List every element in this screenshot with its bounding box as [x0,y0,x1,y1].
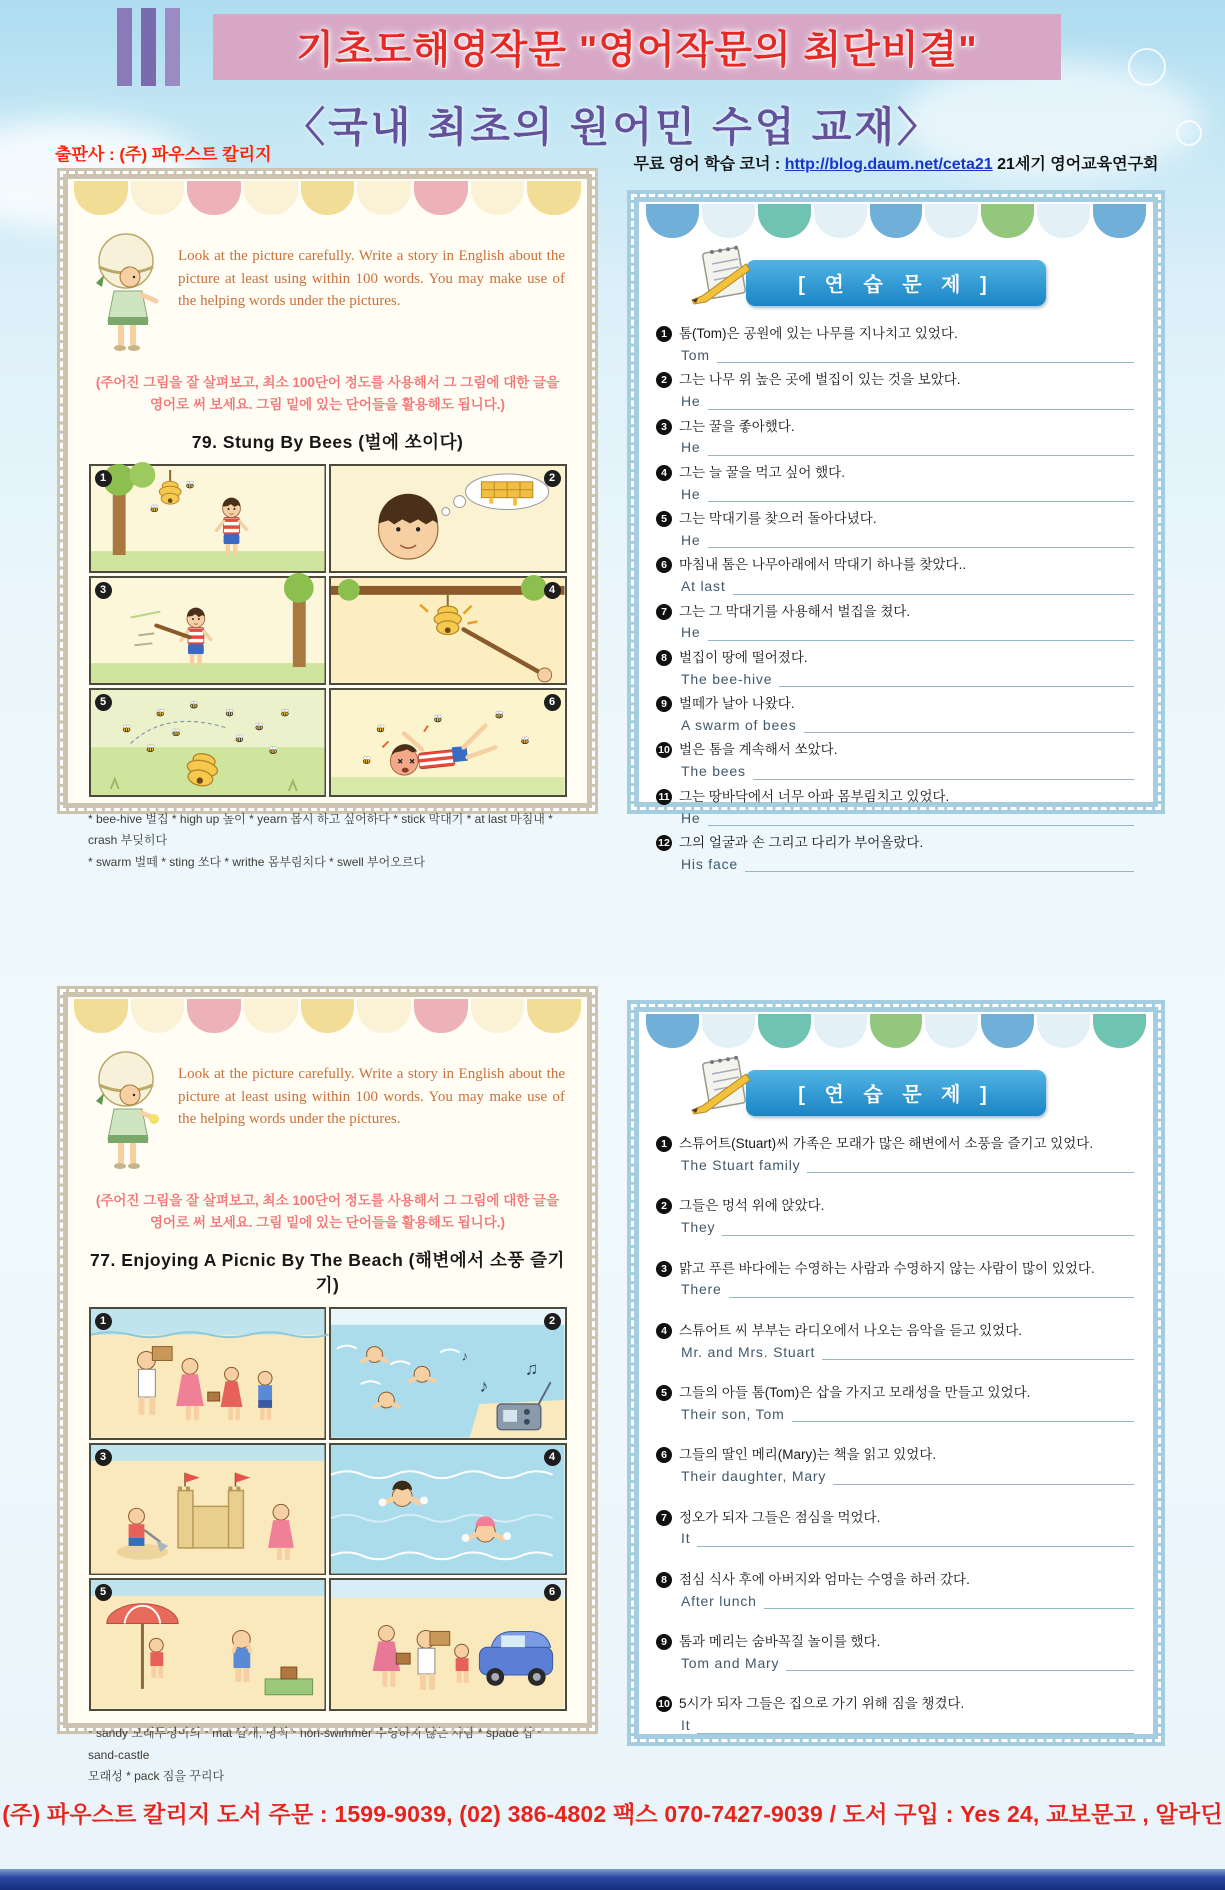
bees-scene-5-illustration [91,690,325,795]
item-english-starter: They [681,1219,716,1236]
panel-number-badge: 1 [95,1313,112,1330]
item-number-badge: 4 [656,1323,672,1339]
item-korean: 벌떼가 날아 나왔다. [679,696,795,712]
item-number-badge: 12 [656,835,672,851]
item-english-starter: A swarm of bees [681,717,797,733]
answer-blank-line [697,1719,1134,1734]
panel-number-badge: 5 [95,694,112,711]
exercise-picnic-items [656,1136,1136,1734]
exercise-item [656,1261,1136,1298]
svg-text:♫: ♫ [524,1358,539,1379]
exercise-item [656,372,1136,409]
answer-blank-line [733,580,1134,595]
picnic-comic-grid [89,1307,567,1711]
exercise-item [656,511,1136,548]
exercise-item [656,835,1136,872]
bees-panel-5 [89,688,327,797]
item-korean: 벌집이 땅에 떨어졌다. [679,649,808,665]
item-english-starter: The bees [681,763,746,780]
notepad-pencil-icon [688,242,760,308]
item-korean: 그는 늘 꿀을 먹고 싶어 했다. [679,464,845,480]
answer-blank-line [833,1470,1134,1485]
answer-blank-line [708,487,1135,502]
item-english-starter: Mr. and Mrs. Stuart [681,1343,816,1360]
bees-comic-grid [89,464,567,797]
answer-blank-line [807,1158,1134,1173]
answer-blank-line [779,672,1134,687]
item-korean: 그는 그 막대기를 사용해서 벌집을 쳤다. [679,603,911,619]
picnic-panel-5 [89,1578,327,1711]
bees-panel-1 [89,464,327,573]
book-subtitle: 〈국내 최초의 원어민 수업 교재〉 [284,104,941,150]
exercise-bees-items [656,326,1136,872]
panel-number-badge: 3 [95,582,112,599]
free-corner-suffix: 21세기 영어교육연구회 [992,156,1159,173]
exercise-picnic-panel [627,1000,1165,1746]
answer-blank-line [729,1283,1134,1298]
panel-number-badge: 4 [544,582,561,599]
bees-panel-4 [329,576,567,685]
item-number-badge: 7 [656,604,672,620]
exercise-item [656,465,1136,502]
book-title: 기초도해영작문 "영어작문의 최단비결" [296,29,978,72]
item-korean: 그들의 아들 톰(Tom)은 삽을 가지고 모래성을 만들고 있었다. [679,1385,1031,1401]
panel-number-badge: 4 [544,1449,561,1466]
girl-mascot-illustration [84,229,170,359]
item-korean: 5시가 되자 그들은 집으로 가기 위해 짐을 챙겼다. [679,1696,965,1712]
notepad-pencil-icon [688,1052,760,1118]
item-number-badge: 9 [656,1634,672,1650]
item-english-starter: He [681,809,701,826]
worksheet-bees-title: 79. Stung By Bees (벌에 쏘이다) [191,432,464,453]
panel-number-badge: 2 [544,470,561,487]
picnic-panel-3 [89,1443,327,1576]
answer-blank-line [786,1656,1134,1671]
exercise-item [656,1510,1136,1547]
bubble-decoration [1128,48,1166,86]
item-english-starter: It [681,1530,691,1547]
exercise-item [656,789,1136,826]
item-number-badge: 9 [656,696,672,712]
item-english-starter: Tom and Mary [681,1655,780,1671]
exercise-item [656,604,1136,641]
panel-number-badge: 2 [544,1313,561,1330]
bees-panel-2 [329,464,567,573]
exercise-item [656,1572,1136,1609]
item-english-starter: His face [681,855,738,872]
book-title-banner [213,14,1061,80]
publisher-note: 출판사 : (주) 파우스트 칼리지 [55,145,272,164]
answer-blank-line [708,533,1135,548]
bees-panel-3 [89,576,327,685]
svg-text:♪: ♪ [461,1348,469,1364]
bees-scene-3-illustration [91,578,325,683]
item-korean: 정오가 되자 그들은 점심을 먹었다. [679,1509,881,1525]
picnic-panel-1 [89,1307,327,1440]
panel-number-badge: 5 [95,1584,112,1601]
item-english-starter: At last [681,578,726,595]
exercise-item [656,1198,1136,1235]
item-korean: 톰(Tom)은 공원에 있는 나무를 지나치고 있었다. [679,326,958,341]
item-english-starter: After lunch [681,1592,757,1609]
item-korean: 그의 얼굴과 손 그리고 다리가 부어올랐다. [679,834,924,850]
bees-scene-6-illustration [331,690,565,795]
exercise-bees-panel [627,190,1165,872]
item-english-starter: He [681,485,701,502]
svg-text:♪: ♪ [479,1376,489,1397]
picnic-scene-3-illustration [91,1445,325,1574]
item-number-badge: 6 [656,1447,672,1463]
answer-blank-line [753,765,1134,780]
item-number-badge: 2 [656,1198,672,1214]
bees-panel-6 [329,688,567,797]
picnic-scene-2-illustration [331,1309,565,1438]
item-number-badge: 5 [656,1385,672,1401]
exercise-item [656,696,1136,733]
panel-number-badge: 3 [95,1449,112,1466]
instruction-korean: (주어진 그림을 잘 살펴보고, 최소 100단어 정도를 사용해서 그 그림에 대한 글을 영어로 써 보세요. 그림 밑에 있는 단어들을 활용해도 됩니다.) [95,1193,560,1230]
panel-number-badge: 6 [544,1584,561,1601]
picnic-scene-4-illustration [331,1445,565,1574]
item-korean: 톰과 메리는 숨바꼭질 놀이를 했다. [679,1634,881,1650]
girl-mascot-illustration [84,1047,170,1177]
awning-decoration [646,204,1146,238]
item-number-badge: 3 [656,1261,672,1277]
exercise-item [656,742,1136,779]
picnic-vocabulary: * sandy 모래투성이의 * mat 깔개, 멍석 * non-swimmer 수영하지 않는 사람 * spade 삽 * sand-castle 모래성 * pack 짐을 꾸리다 [88,1726,542,1784]
answer-blank-line [717,348,1134,363]
item-korean: 그는 막대기를 찾으러 돌아다녔다. [679,511,877,527]
item-number-badge: 4 [656,465,672,481]
answer-blank-line [722,1221,1134,1236]
instruction-korean: (주어진 그림을 잘 살펴보고, 최소 100단어 정도를 사용해서 그 그림에 대한 글을 영어로 써 보세요. 그림 밑에 있는 단어들을 활용해도 됩니다.) [95,375,560,412]
worksheet-picnic-panel [57,986,598,1784]
item-number-badge: 5 [656,511,672,527]
item-english-starter: He [681,393,701,410]
exercise-item [656,1634,1136,1671]
exercise-item [656,557,1136,594]
item-number-badge: 1 [656,1136,672,1152]
picnic-scene-5-illustration [91,1580,325,1709]
item-number-badge: 7 [656,1510,672,1526]
picnic-panel-6 [329,1578,567,1711]
item-korean: 점심 식사 후에 아버지와 엄마는 수영을 하러 갔다. [679,1571,970,1587]
item-korean: 스튜어트(Stuart)씨 가족은 모래가 많은 해변에서 소풍을 즐기고 있었다. [679,1136,1094,1151]
exercise-item [656,326,1136,363]
item-number-badge: 8 [656,650,672,666]
item-korean: 그들은 멍석 위에 앉았다. [679,1198,825,1214]
free-corner-prefix: 무료 영어 학습 코너 : [633,156,785,173]
bees-scene-2-illustration [331,466,565,571]
answer-blank-line [822,1345,1134,1360]
answer-blank-line [708,441,1135,456]
answer-blank-line [708,811,1135,826]
worksheet-picnic-title: 77. Enjoying A Picnic By The Beach (해변에서 소풍 즐기기) [90,1250,565,1296]
page-bottom-strip [0,1869,1225,1890]
item-number-badge: 8 [656,1572,672,1588]
item-number-badge: 6 [656,557,672,573]
panel-number-badge: 6 [544,694,561,711]
exercise-item [656,1696,1136,1733]
item-korean: 벌은 톰을 계속해서 쏘았다. [679,742,838,758]
answer-blank-line [708,626,1135,641]
awning-decoration [74,181,581,215]
picnic-panel-4 [329,1443,567,1576]
bees-scene-4-illustration [331,578,565,683]
awning-decoration [74,999,581,1033]
item-english-starter: He [681,624,701,641]
answer-blank-line [697,1532,1134,1547]
item-number-badge: 11 [656,789,672,805]
picnic-scene-6-illustration [331,1580,565,1709]
item-korean: 맑고 푸른 바다에는 수영하는 사람과 수영하지 않는 사람이 많이 있었다. [679,1260,1095,1276]
item-number-badge: 3 [656,419,672,435]
item-number-badge: 10 [656,1696,672,1712]
item-number-badge: 1 [656,326,672,342]
item-english-starter: The Stuart family [681,1156,801,1173]
worksheet-bees-panel [57,168,598,869]
item-korean: 마침내 톰은 나무아래에서 막대기 하나를 찾았다.. [679,557,967,573]
free-learning-corner [627,151,1165,174]
exercise-item [656,419,1136,456]
awning-decoration [646,1014,1146,1048]
item-english-starter: He [681,439,701,456]
item-english-starter: Their daughter, Mary [681,1468,827,1485]
exercise-banner: [ 연 습 문 제 ] [746,1070,1046,1116]
exercise-item [656,650,1136,687]
bees-vocabulary: * bee-hive 벌집 * high up 높이 * yearn 몹시 하고 싶어하다 * stick 막대기 * at last 마침내 * crash 부딪히다 * swarm 벌떼 * sting 쏘다 * writhe 몸부림치다 * swell 부어오르다 [88,811,553,869]
header-accent-bars [117,8,180,86]
exercise-item [656,1136,1136,1173]
panel-number-badge: 1 [95,470,112,487]
exercise-item [656,1323,1136,1360]
item-english-starter: There [681,1281,722,1298]
item-english-starter: He [681,531,701,548]
item-number-badge: 10 [656,742,672,758]
answer-blank-line [745,857,1134,872]
instruction-english: Look at the picture carefully. Write a story in English about the picture at least using within 100 words. You may make use of the helping words under the pictures. [178,248,565,309]
item-korean: 그는 꿀을 좋아했다. [679,418,795,434]
item-korean: 그는 땅바닥에서 너무 아파 몸부림치고 있었다. [679,788,950,804]
answer-blank-line [804,718,1135,733]
item-number-badge: 2 [656,372,672,388]
item-english-starter: Their son, Tom [681,1405,785,1422]
item-english-starter: Tom [681,346,710,363]
exercise-banner: [ 연 습 문 제 ] [746,260,1046,306]
instruction-english: Look at the picture carefully. Write a story in English about the picture at least using within 100 words. You may make use of the helping words under the pictures. [178,1066,565,1127]
item-korean: 그는 나무 위 높은 곳에 벌집이 있는 것을 보았다. [679,372,961,388]
blog-url-link[interactable]: http://blog.daum.net/ceta21 [784,156,993,173]
exercise-item [656,1447,1136,1484]
answer-blank-line [792,1407,1134,1422]
answer-blank-line [708,395,1135,410]
bees-scene-1-illustration [91,466,325,571]
answer-blank-line [764,1594,1134,1609]
order-info-footer: (주) 파우스트 칼리지 도서 주문 : 1599-9039, (02) 386-4802 팩스 070-7427-9039 / 도서 구입 : Yes 24, 교보문고 , 알라딘 [2,1801,1223,1827]
picnic-panel-2 [329,1307,567,1440]
item-korean: 그들의 딸인 메리(Mary)는 책을 읽고 있었다. [679,1447,937,1463]
picnic-scene-1-illustration [91,1309,325,1438]
item-english-starter: It [681,1717,691,1734]
item-korean: 스튜어트 씨 부부는 라디오에서 나오는 음악을 듣고 있었다. [679,1322,1022,1338]
exercise-item [656,1385,1136,1422]
item-english-starter: The bee-hive [681,670,773,687]
